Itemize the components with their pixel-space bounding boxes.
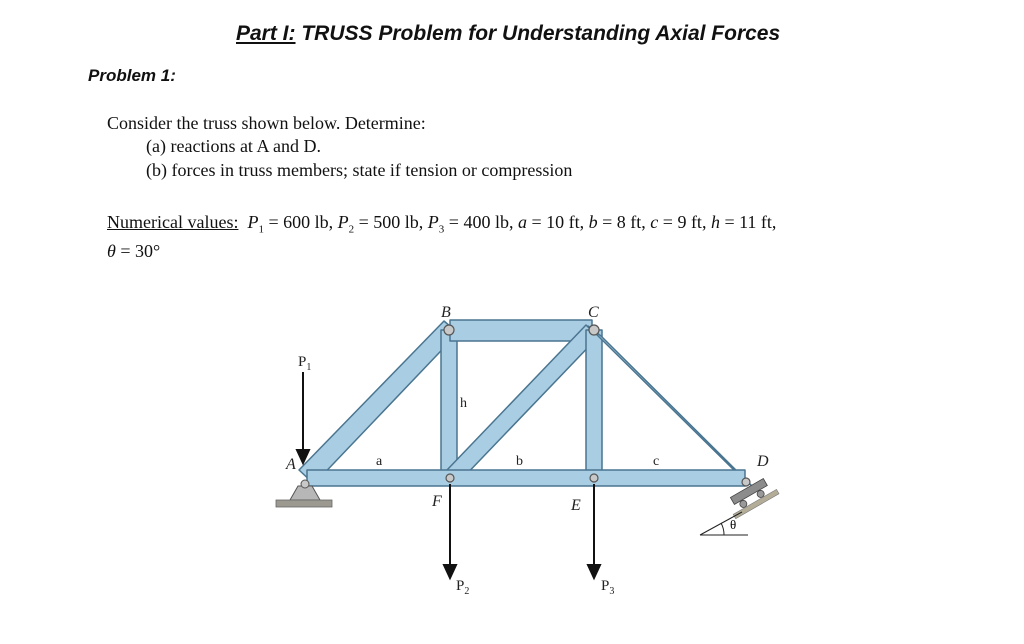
member-bc [450, 320, 592, 341]
load-label-p3: $P_3$ [601, 578, 615, 597]
theta-label: θ [730, 517, 737, 532]
dim-label-h: h [460, 396, 467, 411]
member-ce [586, 330, 602, 478]
value-p1: $P_1 = 600$ lb, [247, 212, 334, 236]
title-part-label: Part I: [236, 22, 296, 45]
node-label-a: A [286, 456, 296, 473]
dim-label-c: c [653, 454, 660, 469]
problem-heading: Problem 1: [88, 66, 176, 85]
joint-e [590, 474, 598, 482]
node-label-d: D [757, 453, 769, 470]
value-c: c = 9 ft, [650, 212, 707, 232]
dim-label-b: b [516, 454, 523, 469]
task-item-a: (a) reactions at A and D. [146, 136, 321, 156]
joint-d [742, 478, 750, 486]
value-b: b = 8 ft, [588, 212, 646, 232]
truss-members [299, 320, 752, 486]
node-label-f: F [432, 493, 442, 510]
numerical-values-label: Numerical values: [107, 212, 239, 232]
dim-label-a: a [376, 454, 383, 469]
node-label-c: C [588, 304, 599, 321]
value-a: a = 10 ft, [517, 212, 585, 232]
value-theta: θ = 30° [107, 241, 161, 261]
member-bf [441, 330, 457, 478]
title-text: TRUSS Problem for Understanding Axial Forces [295, 22, 781, 45]
value-p2: $P_2 = 500$ lb, [337, 212, 424, 236]
joint-c [589, 325, 599, 335]
node-label-b: B [441, 304, 451, 321]
member-cd [588, 326, 752, 486]
load-label-p1: $P_1$ [298, 354, 312, 373]
node-label-e: E [571, 497, 581, 514]
problem-statement: Consider the truss shown below. Determine: [107, 113, 426, 133]
value-h: h = 11 ft, [710, 212, 777, 232]
joint-f [446, 474, 454, 482]
joint-b [444, 325, 454, 335]
load-label-p2: $P_2$ [456, 578, 470, 597]
value-p3: $P_3 = 400$ lb, [427, 212, 514, 236]
task-item-b: (b) forces in truss members; state if tension or compression [146, 160, 573, 180]
member-bottom-chord [307, 470, 745, 486]
